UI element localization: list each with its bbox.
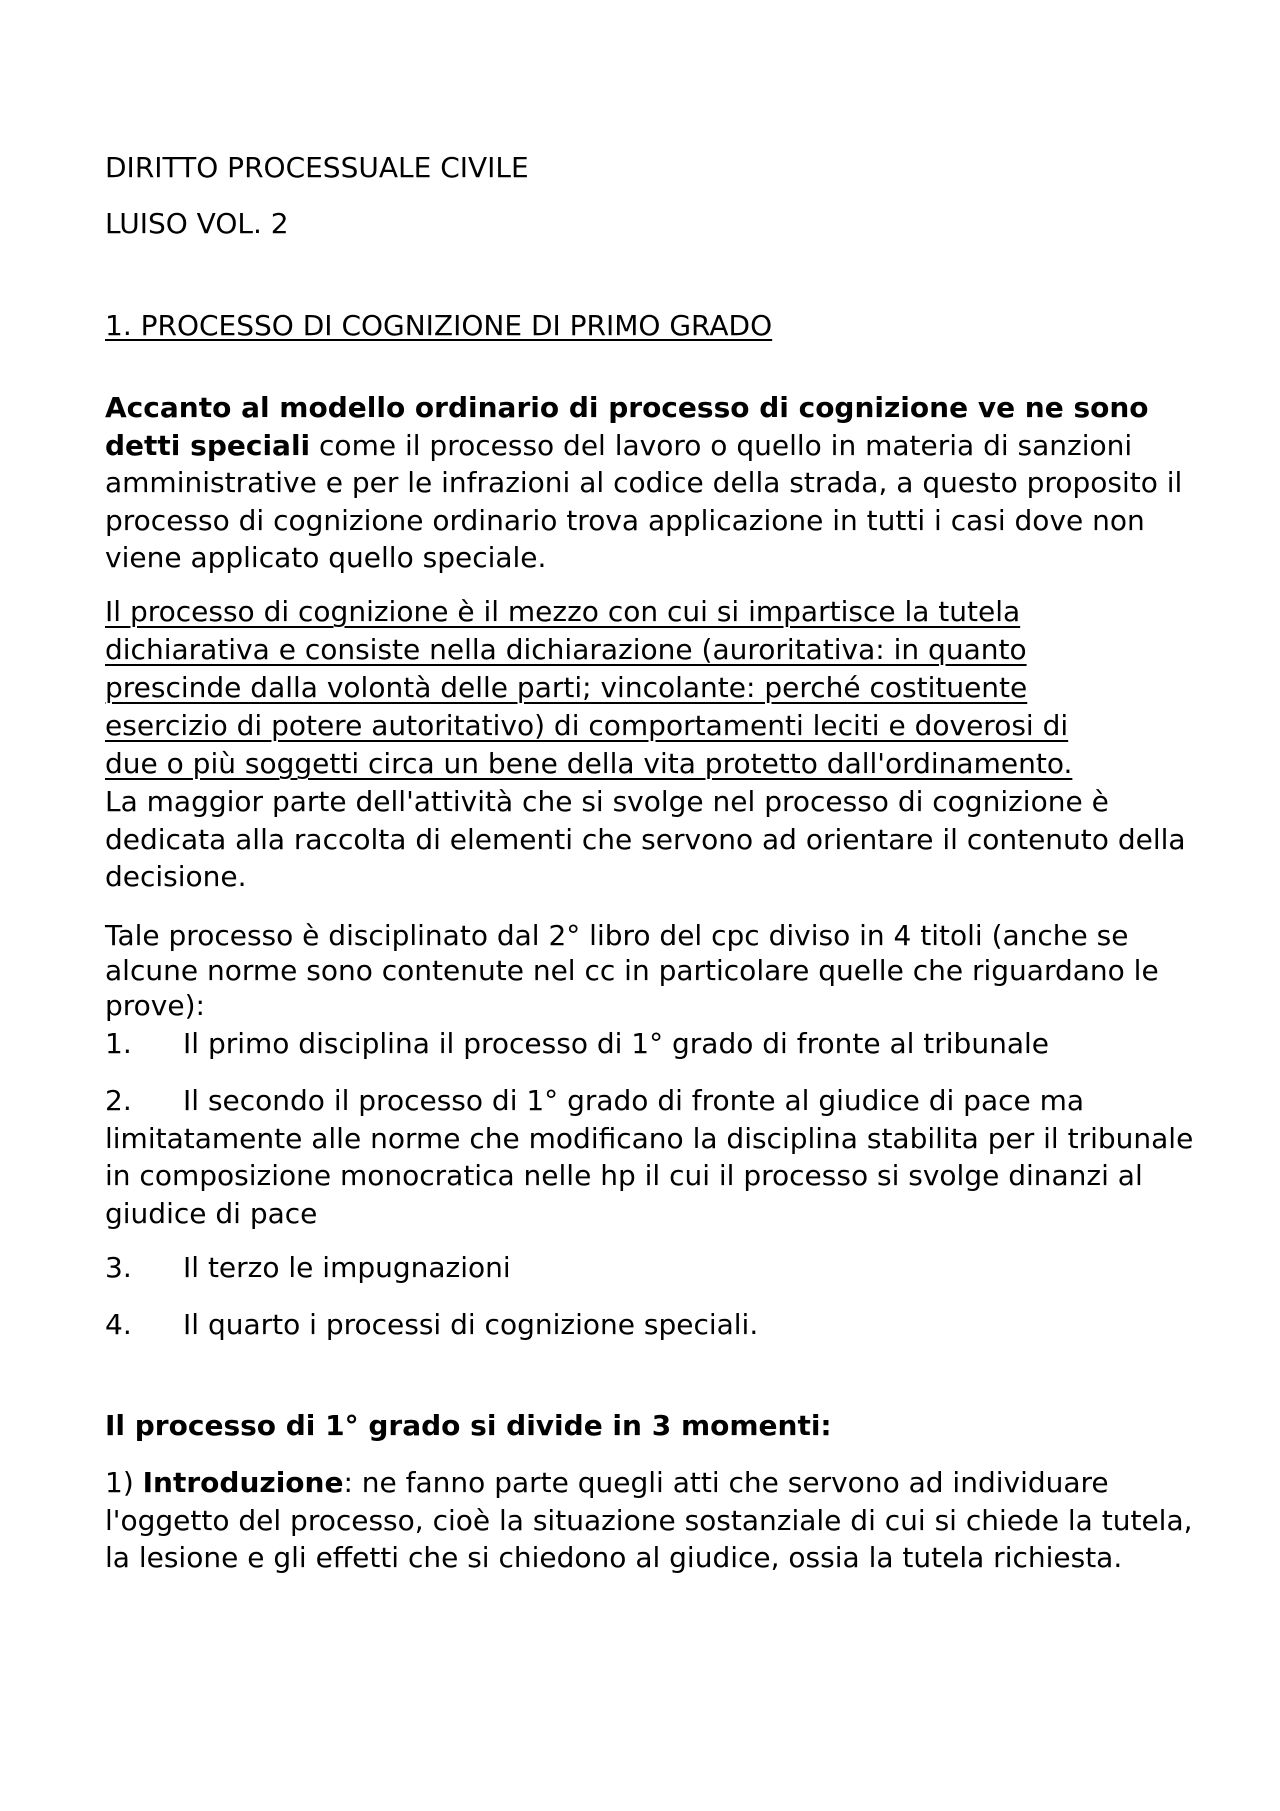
definition-line-2: dichiarativa e consiste nella dichiarazione (auroritativa: in quanto bbox=[105, 633, 1027, 666]
list-item bbox=[105, 1306, 1215, 1344]
definition-line-3: prescinde dalla volontà delle parti; vincolante: perché costituente bbox=[105, 671, 1028, 704]
paragraph-definition bbox=[105, 593, 1215, 783]
definition-line-5: due o più soggetti circa un bene della vita protetto dall'ordinamento. bbox=[105, 747, 1073, 780]
document-subtitle: LUISO VOL. 2 bbox=[105, 207, 289, 240]
list-item bbox=[105, 1025, 1215, 1063]
paragraph-activity: La maggior parte dell'attività che si svolge nel processo di cognizione è dedicata alla raccolta di elementi che servono ad orientare il contenuto della decisione. bbox=[105, 785, 1186, 893]
section-heading: 1. PROCESSO DI COGNIZIONE DI PRIMO GRADO bbox=[105, 309, 773, 342]
list-item-text: Il quarto i processi di cognizione speciali. bbox=[183, 1308, 759, 1341]
introduzione-prefix: 1) bbox=[105, 1466, 143, 1499]
list-item bbox=[105, 1082, 1215, 1232]
introduzione-text: : ne fanno parte quegli atti che servono ad individuare l'oggetto del processo, cioè la situazione sostanziale di cui si chiede la tutela, la lesione e gli effetti che si chiedono al giudice, ossia la tutela richiesta. bbox=[105, 1466, 1193, 1574]
list-item-text: Il primo disciplina il processo di 1° grado di fronte al tribunale bbox=[183, 1027, 1049, 1060]
paragraph-introduzione bbox=[105, 1464, 1215, 1577]
list-item-number: 1. bbox=[105, 1027, 132, 1060]
definition-line-4: esercizio di potere autoritativo) di comportamenti leciti e doverosi di bbox=[105, 709, 1069, 742]
list-item-number: 4. bbox=[105, 1308, 132, 1341]
definition-line-1: Il processo di cognizione è il mezzo con cui si impartisce la tutela bbox=[105, 595, 1021, 628]
list-item-text: Il terzo le impugnazioni bbox=[183, 1251, 511, 1284]
list-item-number: 2. bbox=[105, 1084, 132, 1117]
paragraph-intro-bold: Accanto al modello ordinario di processo di cognizione ve ne sono detti speciali bbox=[105, 391, 1149, 462]
list-item-text: Il secondo il processo di 1° grado di fronte al giudice di pace ma limitatamente alle norme che modificano la disciplina stabilita per il tribunale in composizione monocratica nelle hp il cui il processo si svolge dinanzi al giudice di pace bbox=[105, 1084, 1194, 1230]
paragraph-intro-text: come il processo del lavoro o quello in materia di sanzioni amministrative e per le infrazioni al codice della strada, a questo proposito il processo di cognizione ordinario trova applicazione in tutti i casi dove non viene applicato quello speciale. bbox=[105, 428, 1183, 574]
paragraph-intro bbox=[105, 389, 1215, 577]
introduzione-label: Introduzione bbox=[142, 1466, 344, 1499]
subheading: Il processo di 1° grado si divide in 3 momenti: bbox=[105, 1409, 832, 1442]
list-item-number: 3. bbox=[105, 1251, 132, 1284]
paragraph-discipline: Tale processo è disciplinato dal 2° libro del cpc diviso in 4 titoli (anche se alcune norme sono contenute nel cc in particolare quelle che riguardano le prove): bbox=[105, 919, 1159, 1022]
list-item bbox=[105, 1249, 1215, 1287]
document-title: DIRITTO PROCESSUALE CIVILE bbox=[105, 151, 529, 184]
